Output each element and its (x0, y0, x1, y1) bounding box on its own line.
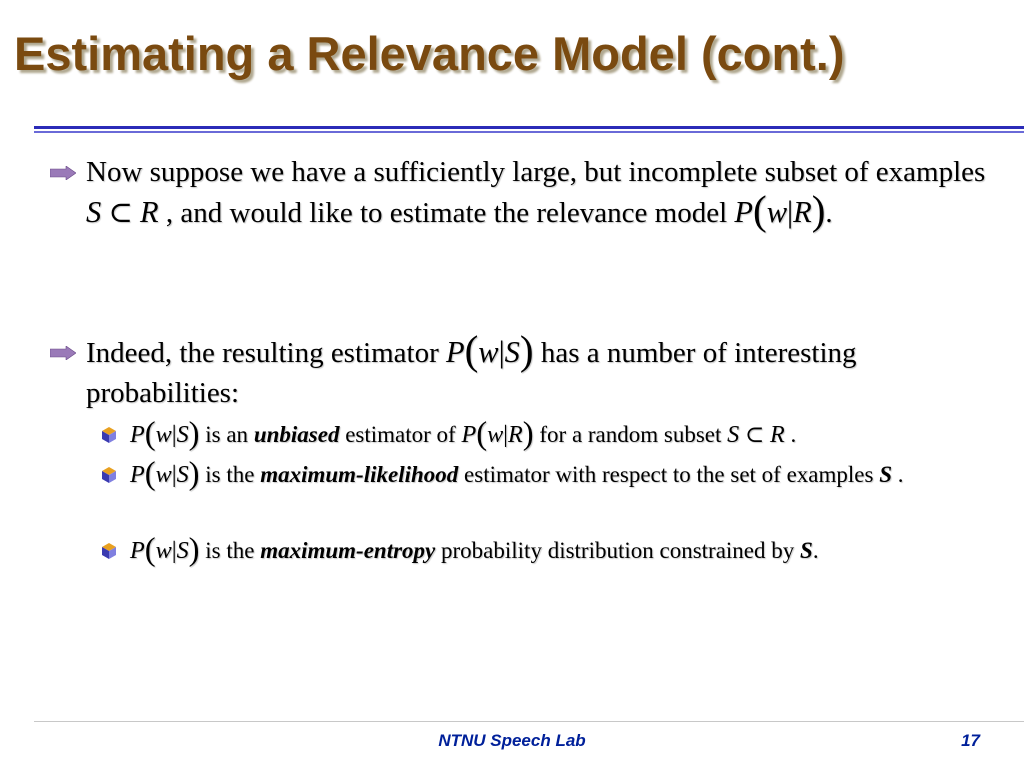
arrow-bullet-icon (50, 166, 76, 180)
footer-lab-name: NTNU Speech Lab (438, 731, 586, 750)
slide-title: Estimating a Relevance Model (cont.) (14, 27, 845, 80)
title-divider (34, 126, 1024, 129)
page-number: 17 (961, 731, 980, 750)
formula-p-w-given-s: P(w|S) (130, 416, 200, 452)
sub-bullet-item: P(w|S) is an unbiased estimator of P(w|R) for a random subset S ⊂ R . (130, 416, 797, 452)
title-divider-secondary (34, 131, 1024, 133)
sub-bullet-item: P(w|S) is the maximum-likelihood estimator with respect to the set of examples S . (130, 456, 904, 492)
arrow-bullet-icon (50, 346, 76, 360)
cube-bullet-icon (100, 426, 118, 444)
bullet-item: Now suppose we have a sufficiently large, but incomplete subset of examples S ⊂ R , and would like to estimate the relevance model P(w|R). (86, 156, 986, 233)
formula-p-w-given-s: P(w|S) (445, 327, 534, 373)
footer-divider (34, 721, 1024, 722)
formula-p-w-given-r: P(w|R) (461, 416, 534, 452)
formula-p-w-given-s: P(w|S) (130, 532, 200, 568)
cube-bullet-icon (100, 466, 118, 484)
formula-p-w-given-r: P(w|R) (734, 187, 826, 233)
formula-p-w-given-s: P(w|S) (130, 456, 200, 492)
cube-bullet-icon (100, 542, 118, 560)
sub-bullet-item: P(w|S) is the maximum-entropy probability distribution constrained by S. (130, 532, 819, 568)
bullet-item: Indeed, the resulting estimator P(w|S) has a number of interesting probabilities: (86, 327, 857, 409)
